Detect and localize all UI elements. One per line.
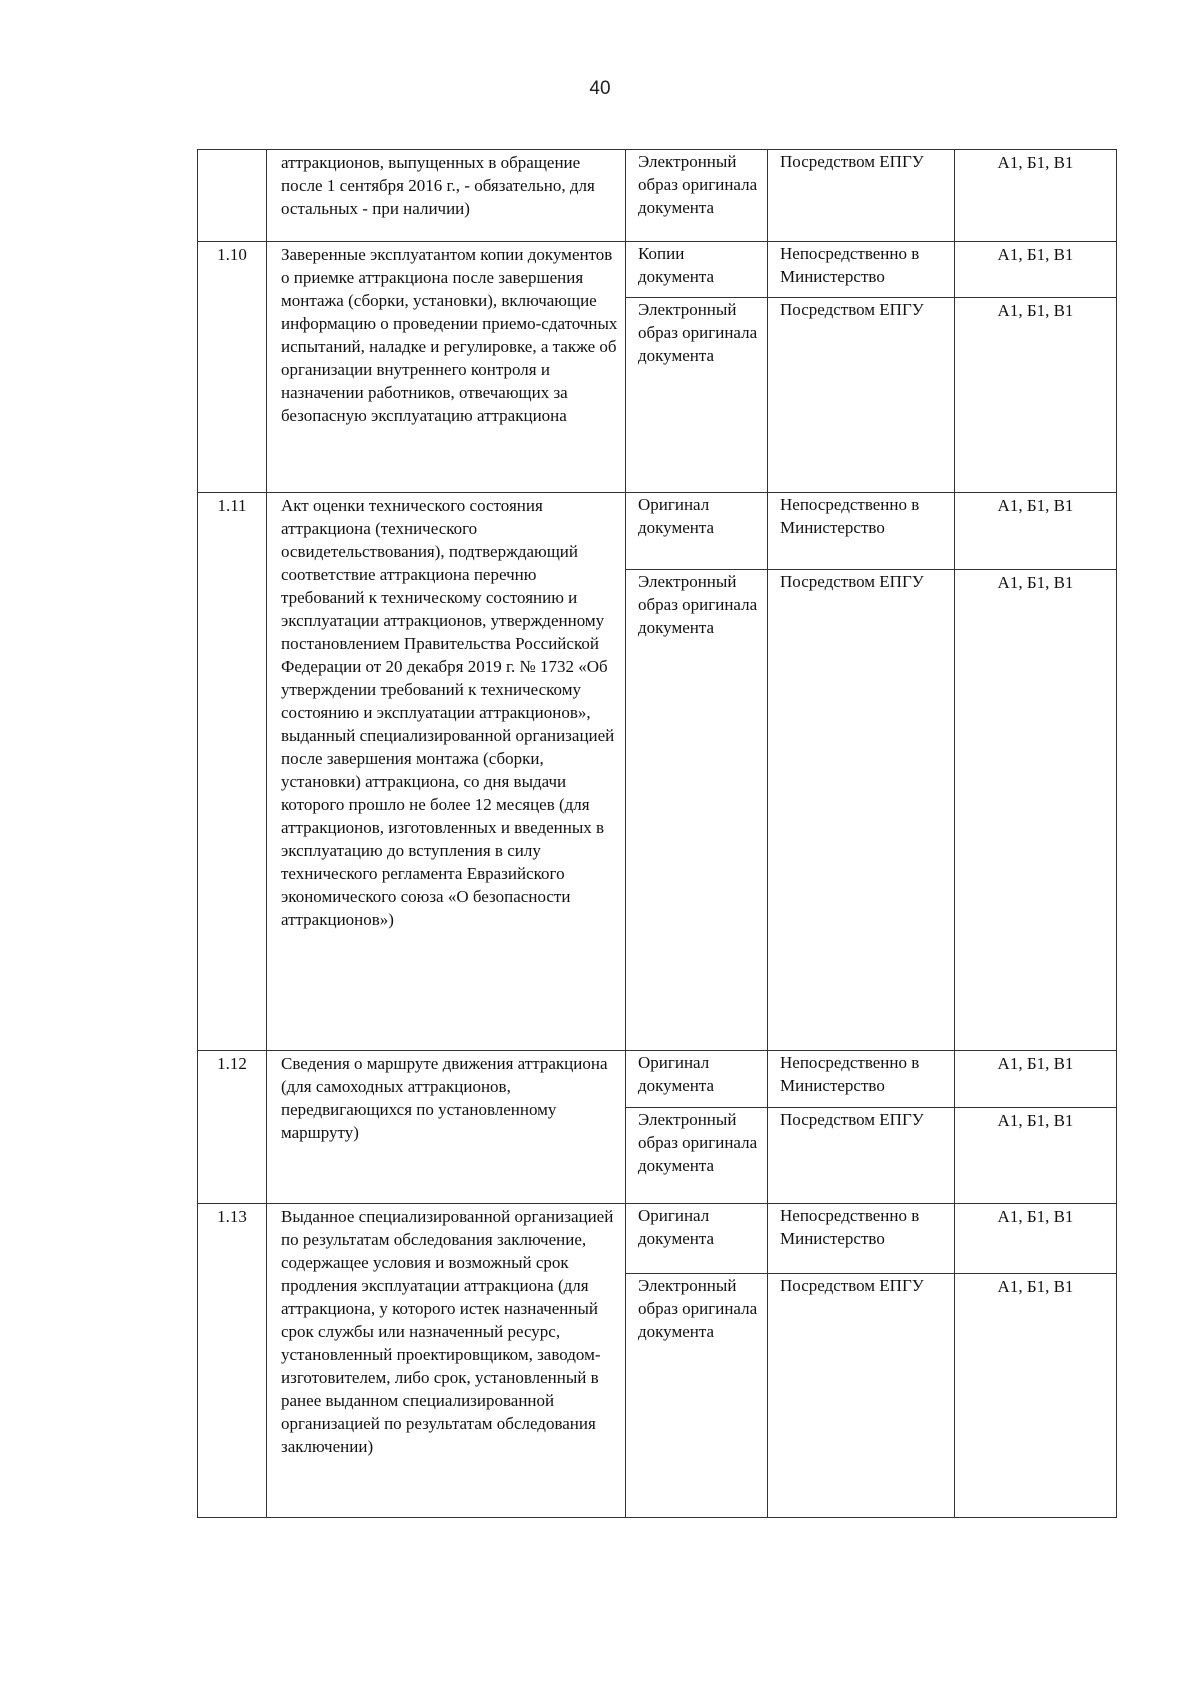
table-row	[198, 242, 1117, 298]
submission-form: Электронный образ оригинала документа	[626, 570, 768, 1051]
submission-form: Оригинал документа	[626, 493, 768, 570]
document-description: Акт оценки технического состояния аттракциона (технического освидетельствования), подтверждающий соответствие аттракциона перечню требований к техническому состоянию и эксплуатации аттракционов, утвержденному постановлением Правительства Российской Федерации от 20 декабря 2019 г. № 1732 «Об утверждении требований к техническому состоянию и эксплуатации аттракционов», выданный специализированной организацией после завершения монтажа (сборки, установки) аттракциона, со дня выдачи которого прошло не более 12 месяцев (для аттракционов, изготовленных и введенных в эксплуатацию до вступления в силу технического регламента Евразийского экономического союза «О безопасности аттракционов»)	[267, 493, 626, 1051]
row-number: 1.11	[198, 493, 267, 1051]
document-description: Сведения о маршруте движения аттракциона (для самоходных аттракционов, передвигающихся по установленному маршруту)	[267, 1051, 626, 1204]
categories: А1, Б1, В1	[955, 242, 1117, 298]
submission-form: Копии документа	[626, 242, 768, 298]
row-number	[198, 150, 267, 242]
table-row	[198, 493, 1117, 570]
submission-method: Непосредственно в Министерство	[768, 242, 955, 298]
submission-method: Посредством ЕПГУ	[768, 150, 955, 242]
document-description: аттракционов, выпущенных в обращение после 1 сентября 2016 г., - обязательно, для остальных - при наличии)	[267, 150, 626, 242]
submission-form: Электронный образ оригинала документа	[626, 1108, 768, 1204]
table-row	[198, 150, 1117, 242]
row-number: 1.13	[198, 1204, 267, 1518]
categories: А1, Б1, В1	[955, 298, 1117, 493]
document-description: Заверенные эксплуатантом копии документов о приемке аттракциона после завершения монтажа (сборки, установки), включающие информацию о проведении приемо-сдаточных испытаний, наладке и регулировке, а также об организации внутреннего контроля и назначении работников, отвечающих за безопасную эксплуатацию аттракциона	[267, 242, 626, 493]
categories: А1, Б1, В1	[955, 493, 1117, 570]
submission-method: Непосредственно в Министерство	[768, 493, 955, 570]
table-row	[198, 1051, 1117, 1108]
submission-method: Посредством ЕПГУ	[768, 570, 955, 1051]
row-number: 1.10	[198, 242, 267, 493]
submission-form: Электронный образ оригинала документа	[626, 150, 768, 242]
submission-method: Непосредственно в Министерство	[768, 1204, 955, 1274]
submission-method: Посредством ЕПГУ	[768, 1274, 955, 1518]
categories: А1, Б1, В1	[955, 570, 1117, 1051]
documents-table	[197, 149, 1117, 1518]
categories: А1, Б1, В1	[955, 1204, 1117, 1274]
submission-method: Непосредственно в Министерство	[768, 1051, 955, 1108]
categories: А1, Б1, В1	[955, 150, 1117, 242]
submission-method: Посредством ЕПГУ	[768, 1108, 955, 1204]
submission-method: Посредством ЕПГУ	[768, 298, 955, 493]
row-number: 1.12	[198, 1051, 267, 1204]
page-number: 40	[589, 78, 611, 99]
categories: А1, Б1, В1	[955, 1051, 1117, 1108]
submission-form: Оригинал документа	[626, 1204, 768, 1274]
submission-form: Электронный образ оригинала документа	[626, 298, 768, 493]
categories: А1, Б1, В1	[955, 1274, 1117, 1518]
categories: А1, Б1, В1	[955, 1108, 1117, 1204]
table-row	[198, 1204, 1117, 1274]
submission-form: Оригинал документа	[626, 1051, 768, 1108]
document-description: Выданное специализированной организацией по результатам обследования заключение, содержащее условия и возможный срок продления эксплуатации аттракциона (для аттракциона, у которого истек назначенный срок службы или назначенный ресурс, установленный проектировщиком, заводом-изготовителем, либо срок, установленный в ранее выданном специализированной организацией по результатам обследования заключении)	[267, 1204, 626, 1518]
submission-form: Электронный образ оригинала документа	[626, 1274, 768, 1518]
